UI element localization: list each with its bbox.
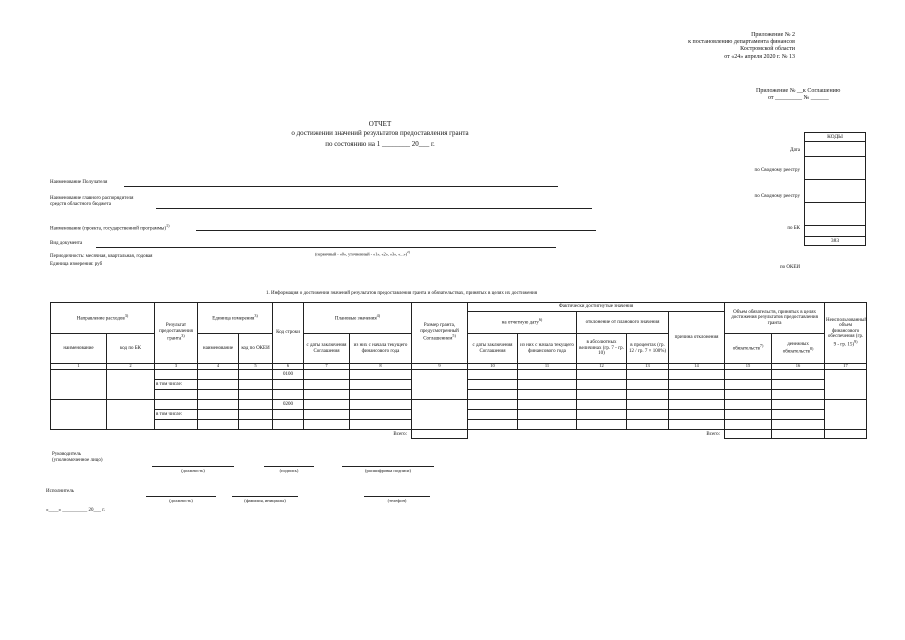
cell[interactable] xyxy=(198,420,239,430)
code-registry-cell[interactable] xyxy=(805,157,866,180)
column-number: 1 xyxy=(51,364,107,370)
column-number: 15 xyxy=(725,364,772,370)
column-number: 2 xyxy=(107,364,155,370)
cell[interactable] xyxy=(518,400,577,410)
header-obligations-value-footnote: 7) xyxy=(759,343,764,349)
report-title xyxy=(250,120,510,148)
recipient-label: Наименование Получателя xyxy=(50,180,108,185)
header-plan-footnote: 4) xyxy=(376,312,381,318)
executor-phone-line[interactable]: (телефон) xyxy=(364,496,430,503)
cell[interactable] xyxy=(198,380,239,390)
cell[interactable] xyxy=(273,390,304,400)
total-grant-cell[interactable] xyxy=(412,430,468,439)
cell[interactable] xyxy=(304,400,350,410)
document-kind-line[interactable] xyxy=(96,247,556,248)
cell-including: в том числе: xyxy=(155,410,198,420)
cell[interactable] xyxy=(468,390,518,400)
table-row xyxy=(51,400,867,410)
cell[interactable] xyxy=(304,420,350,430)
column-number: 12 xyxy=(577,364,627,370)
table-row xyxy=(51,370,867,380)
header-unit-okei: код по ОКЕИ xyxy=(239,334,273,364)
header-grant xyxy=(412,303,468,364)
cell[interactable] xyxy=(239,420,273,430)
cell[interactable] xyxy=(772,420,825,430)
cell[interactable] xyxy=(577,380,627,390)
header-unit-text: Единица измерения xyxy=(212,316,255,322)
cell[interactable] xyxy=(577,370,627,380)
cell[interactable] xyxy=(772,400,825,410)
cell-direction-bk[interactable] xyxy=(107,400,155,430)
cell[interactable] xyxy=(273,410,304,420)
cell-grant[interactable] xyxy=(412,370,468,400)
header-direction-bk: код по БК xyxy=(107,334,155,364)
column-number: 14 xyxy=(669,364,725,370)
cell[interactable] xyxy=(239,390,273,400)
cell[interactable] xyxy=(350,420,412,430)
head-signature-line[interactable]: (подпись) xyxy=(264,466,314,473)
column-number: 16 xyxy=(772,364,825,370)
header-unit-name: наименование xyxy=(198,334,239,364)
cell[interactable] xyxy=(725,380,772,390)
cell[interactable] xyxy=(669,380,725,390)
unit-label: Единица измерения: руб xyxy=(50,262,103,267)
code-okei-cell: 383 xyxy=(805,237,866,246)
cell[interactable] xyxy=(772,410,825,420)
header-deviation: отклонение от планового значения xyxy=(577,312,669,334)
codes-header: КОДЫ xyxy=(805,133,866,142)
cell[interactable] xyxy=(350,410,412,420)
appendix-line: к постановлению департамента финансов xyxy=(688,39,795,46)
appendix-line: Костромской области xyxy=(740,46,795,53)
column-number: 17 xyxy=(825,364,867,370)
cell[interactable] xyxy=(468,400,518,410)
total-left-label: Всего: xyxy=(393,431,408,437)
cell[interactable] xyxy=(239,380,273,390)
column-number: 7 xyxy=(304,364,350,370)
cell[interactable] xyxy=(669,420,725,430)
cell[interactable] xyxy=(627,400,669,410)
header-plan-date: с даты заключения Соглашения xyxy=(304,334,350,364)
total-obligations-cell[interactable] xyxy=(725,430,772,439)
code-bk-cell[interactable] xyxy=(805,203,866,226)
results-table xyxy=(50,302,867,439)
header-grant-footnote: 5) xyxy=(452,333,456,339)
cell[interactable] xyxy=(468,370,518,380)
header-dev-abs: в абсолютных величинах (гр. 7 - гр. 10) xyxy=(577,334,627,364)
code-label-date: Дата xyxy=(790,148,800,153)
column-number: 3 xyxy=(155,364,198,370)
cell[interactable] xyxy=(627,370,669,380)
executor-name-line[interactable]: (фамилия, инициалы) xyxy=(232,496,298,503)
header-monetary-footnote: 8) xyxy=(809,346,814,352)
agreement-line: Приложение № __к Соглашению xyxy=(756,88,841,94)
code-label-registry: по Сводному реестру xyxy=(754,168,800,173)
header-plan xyxy=(304,303,412,334)
document-kind-footnote: 2) xyxy=(407,250,410,254)
cell-unit-name[interactable] xyxy=(198,400,239,410)
report-date[interactable]: «____» __________ 20___ г. xyxy=(46,508,105,513)
column-number: 9 xyxy=(412,364,468,370)
header-direction-footnote: 3) xyxy=(124,312,129,318)
column-number: 8 xyxy=(350,364,412,370)
cell[interactable] xyxy=(772,380,825,390)
cell[interactable] xyxy=(627,410,669,420)
cell[interactable] xyxy=(518,390,577,400)
cell[interactable] xyxy=(627,380,669,390)
cell[interactable] xyxy=(669,400,725,410)
column-number: 5 xyxy=(239,364,273,370)
cell-direction-name[interactable] xyxy=(51,370,107,400)
report-title-main: ОТЧЕТ xyxy=(368,120,392,128)
cell[interactable] xyxy=(468,380,518,390)
cell[interactable] xyxy=(304,380,350,390)
code-label-registry-2: по Сводному реестру xyxy=(754,194,800,199)
header-unused xyxy=(825,303,867,364)
cell[interactable] xyxy=(155,390,198,400)
document-kind-hint-text: (первичный - «0», уточненный - «1», «2», «3», «...») xyxy=(315,251,408,257)
project-label-text: Наименование (проекта, государственной программы) xyxy=(50,226,167,232)
cell[interactable] xyxy=(155,420,198,430)
cell[interactable] xyxy=(627,420,669,430)
header-unit xyxy=(198,303,273,334)
header-obligations-value xyxy=(725,334,772,364)
code-registry-cell-2[interactable] xyxy=(805,180,866,203)
header-fact-report-footnote: 6) xyxy=(538,317,543,323)
head-position-line[interactable]: (должность) xyxy=(152,466,234,473)
cell[interactable] xyxy=(350,370,412,380)
column-number: 11 xyxy=(518,364,577,370)
executor-position-line[interactable]: (должность) xyxy=(146,496,216,503)
cell[interactable] xyxy=(468,410,518,420)
manager-line[interactable] xyxy=(156,208,592,209)
cell[interactable] xyxy=(198,390,239,400)
column-number: 10 xyxy=(468,364,518,370)
header-monetary xyxy=(772,334,825,364)
executor-label: Исполнитель xyxy=(46,489,74,494)
section1-title: 1. Информация о достижении значений результатов предоставления гранта и обязательствах, принятых в целях их достижения xyxy=(266,291,538,296)
cell[interactable] xyxy=(725,420,772,430)
manager-label xyxy=(50,196,133,208)
cell-direction-bk[interactable] xyxy=(107,370,155,400)
recipient-line[interactable] xyxy=(124,186,558,187)
header-row-code: Код строки xyxy=(273,303,304,364)
codes-table xyxy=(804,132,866,246)
header-dev-pct: в процентах (гр. 12 / гр. 7 × 100%) xyxy=(627,334,669,364)
cell[interactable] xyxy=(725,390,772,400)
header-direction-text: Направление расходов xyxy=(76,316,125,322)
cell[interactable] xyxy=(468,420,518,430)
header-obligations-value-text: обязательств xyxy=(732,347,760,353)
cell[interactable] xyxy=(669,410,725,420)
cell[interactable] xyxy=(518,420,577,430)
appendix-line: от «24» апреля 2020 г. № 13 xyxy=(724,53,795,60)
code-label-okei: по ОКЕИ xyxy=(779,265,800,270)
cell-row-code: 0200 xyxy=(273,400,304,410)
cell-grant[interactable] xyxy=(412,400,468,430)
appendix-block xyxy=(600,32,795,61)
header-direction xyxy=(51,303,155,334)
cell[interactable] xyxy=(577,420,627,430)
cell-unused[interactable] xyxy=(825,400,867,430)
cell[interactable] xyxy=(725,400,772,410)
header-unused-text: Неиспользованный объем финансового обеспечения (гр. 9 - гр. 15) xyxy=(826,317,868,348)
cell[interactable] xyxy=(772,370,825,380)
header-fact-year: из них с начала текущего финансового года xyxy=(518,334,577,364)
cell[interactable] xyxy=(273,420,304,430)
header-obligations: Объем обязательств, принятых в целях достижения результатов предоставления гранта xyxy=(725,303,825,334)
cell-unused[interactable] xyxy=(825,370,867,400)
total-unused-cell[interactable] xyxy=(825,430,867,439)
code-label-bk: по БК xyxy=(787,226,800,231)
agreement-date-line: от _________ № ______ xyxy=(768,95,829,102)
header-unit-footnote: 3) xyxy=(254,312,258,318)
project-line[interactable] xyxy=(196,230,596,231)
cell[interactable] xyxy=(304,390,350,400)
code-blank-cell[interactable] xyxy=(805,226,866,237)
cell[interactable] xyxy=(304,370,350,380)
column-number: 13 xyxy=(627,364,669,370)
appendix-line: Приложение № 2 xyxy=(751,32,795,38)
manager-label-line2: средств областного бюджета xyxy=(50,201,111,207)
report-date-line: по состоянию на 1 ________ 20___ г. xyxy=(325,139,435,148)
header-grant-text: Размер гранта, предусмотренный Соглашением xyxy=(420,323,459,343)
project-footnote: 1) xyxy=(166,223,170,228)
cell[interactable] xyxy=(518,410,577,420)
cell[interactable] xyxy=(350,380,412,390)
document-kind-hint xyxy=(315,250,410,256)
cell[interactable] xyxy=(273,380,304,390)
cell[interactable] xyxy=(669,370,725,380)
header-monetary-text: денежных обязательств xyxy=(782,341,810,355)
cell[interactable] xyxy=(725,370,772,380)
totals-row xyxy=(51,430,867,439)
header-reason: причина отклонения xyxy=(669,312,725,364)
column-number: 4 xyxy=(198,364,239,370)
cell[interactable] xyxy=(725,410,772,420)
header-unused-footnote: 9) xyxy=(854,338,858,344)
header-fact: Фактически достигнутые значения xyxy=(468,303,725,312)
manager-label-line1: Наименование главного распорядителя xyxy=(50,196,134,201)
report-title-subtitle: о достижении значений результатов предоставления гранта xyxy=(291,128,469,137)
cell[interactable] xyxy=(669,390,725,400)
cell-row-code: 0100 xyxy=(273,370,304,380)
header-fact-report xyxy=(468,312,577,334)
total-right-label: Всего: xyxy=(706,431,721,437)
cell[interactable] xyxy=(198,410,239,420)
cell-direction-name[interactable] xyxy=(51,400,107,430)
code-date-cell[interactable] xyxy=(805,142,866,157)
header-result-text: Результат предоставления гранта xyxy=(159,323,193,343)
header-direction-name: наименование xyxy=(51,334,107,364)
head-decryption-line[interactable]: (расшифровка подписи) xyxy=(342,466,434,473)
header-plan-text: Плановые значения xyxy=(334,316,377,322)
header-result xyxy=(155,303,198,364)
cell-including: в том числе: xyxy=(155,380,198,390)
header-plan-year: из них с начала текущего финансового года xyxy=(350,334,412,364)
cell-result[interactable] xyxy=(155,370,198,380)
cell[interactable] xyxy=(350,390,412,400)
cell-unit-okei[interactable] xyxy=(239,370,273,380)
cell[interactable] xyxy=(350,400,412,410)
cell-unit-okei[interactable] xyxy=(239,400,273,410)
header-fact-date: с даты заключения Соглашения xyxy=(468,334,518,364)
cell-result[interactable] xyxy=(155,400,198,410)
agreement-reference xyxy=(756,88,876,102)
header-fact-report-text: на отчетную дату xyxy=(501,321,539,327)
document-kind-label: Вид документа xyxy=(50,241,83,246)
cell[interactable] xyxy=(518,380,577,390)
cell[interactable] xyxy=(577,410,627,420)
header-result-footnote: 3) xyxy=(181,333,185,339)
cell[interactable] xyxy=(304,410,350,420)
column-number: 6 xyxy=(273,364,304,370)
head-label xyxy=(52,452,103,464)
cell[interactable] xyxy=(577,400,627,410)
cell[interactable] xyxy=(772,390,825,400)
cell-unit-name[interactable] xyxy=(198,370,239,380)
cell[interactable] xyxy=(518,370,577,380)
total-monetary-cell[interactable] xyxy=(772,430,825,439)
head-label-line1: Руководитель xyxy=(52,452,82,457)
cell[interactable] xyxy=(577,390,627,400)
head-label-line2: (уполномоченное лицо) xyxy=(52,457,103,463)
project-label xyxy=(50,224,170,232)
cell[interactable] xyxy=(627,390,669,400)
cell[interactable] xyxy=(239,410,273,420)
periodicity-label: Периодичность: месячная, квартальная, годовая xyxy=(50,254,153,259)
